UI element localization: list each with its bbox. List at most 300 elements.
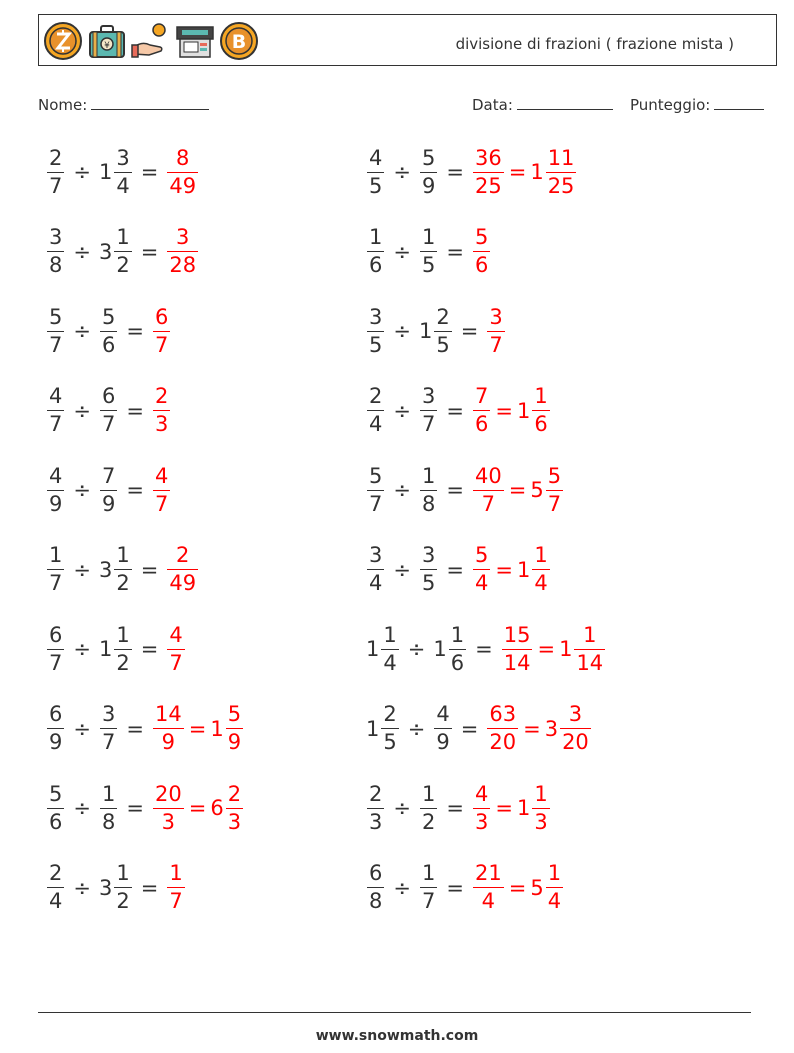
denominator: 4 xyxy=(474,571,489,595)
numerator: 5 xyxy=(101,304,116,329)
fraction xyxy=(226,704,243,753)
divide-sign: ÷ xyxy=(73,875,91,900)
denominator: 3 xyxy=(153,808,184,833)
denominator: 4 xyxy=(49,889,63,913)
answer-mixed xyxy=(517,386,551,435)
numerator: 3 xyxy=(421,543,436,567)
problem-item xyxy=(46,139,199,205)
problem-item xyxy=(46,855,186,921)
problem-item xyxy=(366,219,491,285)
fraction xyxy=(153,704,184,753)
denominator: 8 xyxy=(49,253,63,277)
denominator: 7 xyxy=(49,571,63,595)
fraction xyxy=(367,145,384,198)
fraction xyxy=(381,704,398,753)
fraction xyxy=(473,545,490,594)
whole-number: 1 xyxy=(210,716,224,741)
fraction xyxy=(502,622,533,675)
dividend xyxy=(46,622,65,675)
equals-sign: = xyxy=(446,239,464,264)
denominator: 8 xyxy=(421,491,436,516)
denominator: 14 xyxy=(576,650,604,675)
denominator: 9 xyxy=(49,730,63,754)
divisor xyxy=(419,145,438,198)
dividend xyxy=(366,304,385,357)
fraction xyxy=(487,304,504,357)
denominator: 2 xyxy=(421,809,436,834)
denominator: 8 xyxy=(369,889,383,913)
footer-divider xyxy=(38,1012,751,1013)
numerator: 5 xyxy=(547,463,562,488)
numerator: 15 xyxy=(503,622,531,647)
numerator: 6 xyxy=(49,622,63,647)
divisor xyxy=(419,863,438,912)
fraction xyxy=(434,304,451,357)
denominator: 14 xyxy=(503,650,531,675)
numerator: 1 xyxy=(383,622,397,647)
answer-mixed xyxy=(559,622,606,675)
money-suitcase-icon xyxy=(87,21,127,61)
problem-item xyxy=(46,537,199,603)
divisor xyxy=(419,386,438,435)
fraction xyxy=(47,386,64,435)
equals-sign: = xyxy=(446,160,464,184)
problem-item xyxy=(46,616,186,682)
numerator: 1 xyxy=(450,622,465,647)
answer-fraction xyxy=(152,386,171,435)
divide-sign: ÷ xyxy=(393,160,411,184)
divide-sign: ÷ xyxy=(73,557,91,582)
fraction xyxy=(574,622,605,675)
fraction xyxy=(367,863,384,912)
divisor xyxy=(99,704,118,753)
numerator: 1 xyxy=(583,622,597,647)
numerator: 5 xyxy=(227,702,242,726)
fraction xyxy=(100,781,117,834)
problem-item xyxy=(366,298,506,364)
numerator: 14 xyxy=(154,702,182,726)
divide-sign: ÷ xyxy=(393,557,411,582)
divide-sign: ÷ xyxy=(393,478,411,502)
fraction xyxy=(114,622,131,675)
dividend xyxy=(46,304,65,357)
svg-text:B: B xyxy=(231,31,247,53)
fraction xyxy=(167,145,198,198)
fraction xyxy=(532,545,549,594)
answer-fraction xyxy=(472,545,491,594)
fraction xyxy=(47,145,64,198)
denominator: 9 xyxy=(101,491,116,516)
fraction xyxy=(381,622,398,675)
numerator: 1 xyxy=(421,463,436,488)
fraction xyxy=(473,781,490,834)
whole-number: 1 xyxy=(366,716,380,741)
denominator: 2 xyxy=(116,571,130,595)
denominator: 3 xyxy=(534,809,548,834)
denominator: 7 xyxy=(169,889,183,913)
numerator: 1 xyxy=(116,622,130,647)
denominator: 25 xyxy=(547,173,575,198)
denominator: 7 xyxy=(49,332,63,357)
divide-sign: ÷ xyxy=(73,637,91,661)
fraction xyxy=(114,863,131,912)
divide-sign: ÷ xyxy=(393,796,411,820)
svg-text:¥: ¥ xyxy=(104,41,110,51)
dividend xyxy=(366,622,400,675)
problem-item xyxy=(366,616,606,682)
date-label: Data: xyxy=(472,96,513,114)
bitcoin-coin-icon xyxy=(219,21,259,61)
equals-sign: = xyxy=(460,319,479,343)
numerator: 3 xyxy=(101,702,116,726)
equals-sign: = xyxy=(126,398,144,423)
whole-number: 1 xyxy=(418,319,433,343)
equals-sign: = xyxy=(508,875,527,900)
equals-sign: = xyxy=(126,716,144,741)
numerator: 3 xyxy=(369,543,383,567)
numerator: 63 xyxy=(489,702,517,726)
denominator: 9 xyxy=(227,730,242,754)
denominator: 25 xyxy=(474,173,502,198)
equals-sign: = xyxy=(537,637,556,661)
denominator: 7 xyxy=(154,491,169,516)
whole-number: 1 xyxy=(559,637,573,661)
denominator: 7 xyxy=(49,650,63,675)
footer-url: www.snowmath.com xyxy=(315,1028,479,1044)
denominator: 7 xyxy=(169,650,183,675)
numerator: 1 xyxy=(421,225,436,249)
hand-coin-icon xyxy=(131,21,171,61)
numerator: 2 xyxy=(369,781,383,806)
problem-item xyxy=(46,775,244,841)
answer-fraction xyxy=(166,227,199,276)
equals-sign: = xyxy=(523,716,541,741)
whole-number: 1 xyxy=(433,637,447,661)
divisor xyxy=(99,227,133,276)
fraction xyxy=(420,781,437,834)
equals-sign: = xyxy=(140,239,159,264)
fraction xyxy=(114,227,131,276)
fraction xyxy=(434,704,451,753)
dividend xyxy=(366,386,385,435)
fraction xyxy=(167,545,198,594)
divide-sign: ÷ xyxy=(393,398,411,423)
denominator: 5 xyxy=(369,173,383,198)
divisor xyxy=(99,386,118,435)
numerator: 4 xyxy=(154,463,169,488)
divide-sign: ÷ xyxy=(73,160,91,184)
dividend xyxy=(46,145,65,198)
answer-mixed xyxy=(530,145,577,198)
dividend xyxy=(366,227,385,276)
fraction xyxy=(153,463,170,516)
denominator: 3 xyxy=(474,809,489,834)
equals-sign: = xyxy=(126,478,144,502)
numerator: 1 xyxy=(547,861,562,885)
equals-sign: = xyxy=(140,637,159,661)
denominator: 6 xyxy=(101,332,116,357)
divisor xyxy=(418,304,453,357)
answer-fraction xyxy=(166,622,185,675)
whole-number: 1 xyxy=(366,637,380,661)
fraction xyxy=(473,463,504,516)
numerator: 1 xyxy=(421,861,436,885)
header-icons xyxy=(43,21,259,61)
fraction xyxy=(47,545,64,594)
fraction xyxy=(473,863,504,912)
problem-item xyxy=(46,298,171,364)
fraction xyxy=(153,304,170,357)
whole-number: 6 xyxy=(210,796,224,820)
denominator: 7 xyxy=(49,412,63,436)
dividend xyxy=(366,863,385,912)
answer-fraction xyxy=(152,781,185,834)
fraction xyxy=(473,227,490,276)
equals-sign: = xyxy=(495,796,513,820)
numerator: 5 xyxy=(474,225,489,249)
numerator: 1 xyxy=(534,781,548,806)
divisor xyxy=(98,145,133,198)
equals-sign: = xyxy=(140,160,159,184)
answer-fraction xyxy=(472,463,505,516)
fraction xyxy=(420,227,437,276)
answer-fraction xyxy=(501,622,534,675)
numerator: 4 xyxy=(49,463,63,488)
equals-sign: = xyxy=(446,875,464,900)
divide-sign: ÷ xyxy=(73,796,91,820)
denominator: 4 xyxy=(534,571,548,595)
score-field xyxy=(630,95,764,114)
dividend xyxy=(366,781,385,834)
numerator: 1 xyxy=(49,543,63,567)
fraction xyxy=(100,704,117,753)
fraction xyxy=(367,386,384,435)
numerator: 6 xyxy=(101,384,116,408)
answer-fraction xyxy=(152,704,185,753)
date-blank xyxy=(517,95,613,110)
denominator: 3 xyxy=(369,809,383,834)
numerator: 1 xyxy=(534,543,548,567)
denominator: 4 xyxy=(369,412,383,436)
equals-sign: = xyxy=(475,637,493,661)
date-field xyxy=(472,95,613,114)
problem-item xyxy=(46,219,199,285)
dividend xyxy=(46,781,65,834)
fraction xyxy=(420,386,437,435)
dividend xyxy=(366,463,385,516)
numerator: 36 xyxy=(474,145,502,170)
equals-sign: = xyxy=(495,398,513,423)
equals-sign: = xyxy=(446,796,464,820)
denominator: 9 xyxy=(436,730,450,754)
numerator: 3 xyxy=(421,384,436,408)
denominator: 3 xyxy=(227,809,242,834)
whole-number: 3 xyxy=(98,875,113,900)
problem-item xyxy=(366,775,551,841)
denominator: 3 xyxy=(154,412,169,436)
fraction xyxy=(546,463,563,516)
numerator: 2 xyxy=(49,145,63,170)
numerator: 1 xyxy=(369,225,383,249)
fraction xyxy=(367,545,384,594)
name-label: Nome: xyxy=(38,96,88,114)
denominator: 7 xyxy=(369,491,383,516)
numerator: 1 xyxy=(169,861,183,885)
fraction xyxy=(473,145,504,198)
whole-number: 5 xyxy=(530,478,544,502)
divisor xyxy=(99,781,118,834)
numerator: 2 xyxy=(176,543,190,567)
zcash-coin-icon xyxy=(43,21,83,61)
dividend xyxy=(46,463,65,516)
numerator: 7 xyxy=(474,384,489,408)
whole-number: 3 xyxy=(98,557,113,582)
numerator: 3 xyxy=(176,225,190,249)
problem-item xyxy=(366,139,577,205)
denominator: 6 xyxy=(534,412,548,436)
equals-sign: = xyxy=(126,796,144,820)
divide-sign: ÷ xyxy=(393,239,411,264)
denominator: 5 xyxy=(369,332,383,357)
denominator: 4 xyxy=(116,173,130,198)
fraction xyxy=(100,304,117,357)
numerator: 2 xyxy=(49,861,63,885)
name-field xyxy=(38,95,209,114)
answer-fraction xyxy=(472,863,505,912)
answer-mixed xyxy=(530,863,564,912)
divisor xyxy=(99,304,118,357)
denominator: 4 xyxy=(369,571,383,595)
denominator: 7 xyxy=(489,332,503,357)
fraction xyxy=(546,863,563,912)
fraction xyxy=(153,781,184,834)
numerator: 11 xyxy=(547,145,575,170)
whole-number: 1 xyxy=(516,398,531,423)
whole-number: 3 xyxy=(98,239,113,264)
fraction xyxy=(367,304,384,357)
fraction xyxy=(100,463,117,516)
numerator: 3 xyxy=(49,225,63,249)
denominator: 6 xyxy=(49,809,63,834)
numerator: 20 xyxy=(154,781,182,806)
score-label: Punteggio: xyxy=(630,96,711,114)
numerator: 3 xyxy=(116,145,130,170)
whole-number: 1 xyxy=(516,557,531,582)
divide-sign: ÷ xyxy=(73,398,91,423)
fraction xyxy=(47,463,64,516)
numerator: 1 xyxy=(534,384,548,408)
numerator: 2 xyxy=(436,304,450,329)
answer-fraction xyxy=(166,863,185,912)
denominator: 7 xyxy=(547,491,562,516)
fraction xyxy=(560,704,591,753)
equals-sign: = xyxy=(446,478,464,502)
numerator: 2 xyxy=(369,384,383,408)
numerator: 21 xyxy=(474,861,502,885)
divisor xyxy=(419,545,438,594)
numerator: 5 xyxy=(49,304,63,329)
fraction xyxy=(47,304,64,357)
denominator: 49 xyxy=(169,173,197,198)
divisor xyxy=(98,622,133,675)
denominator: 5 xyxy=(383,730,397,754)
fraction xyxy=(167,227,198,276)
divisor xyxy=(433,622,467,675)
equals-sign: = xyxy=(508,478,527,502)
denominator: 5 xyxy=(436,332,450,357)
fraction xyxy=(100,386,117,435)
divide-sign: ÷ xyxy=(73,319,91,343)
divisor xyxy=(419,227,438,276)
numerator: 7 xyxy=(101,463,116,488)
answer-mixed xyxy=(516,781,551,834)
divide-sign: ÷ xyxy=(407,716,426,741)
denominator: 5 xyxy=(421,253,436,277)
fraction xyxy=(532,781,549,834)
fraction xyxy=(420,463,437,516)
problem-item xyxy=(366,696,592,762)
fraction xyxy=(114,545,131,594)
fraction xyxy=(226,781,243,834)
denominator: 9 xyxy=(153,728,184,753)
whole-number: 1 xyxy=(98,160,113,184)
equals-sign: = xyxy=(495,557,513,582)
denominator: 9 xyxy=(421,173,436,198)
divisor xyxy=(419,781,438,834)
denominator: 4 xyxy=(383,650,397,675)
equals-sign: = xyxy=(126,319,144,343)
problem-item xyxy=(366,855,564,921)
denominator: 4 xyxy=(473,887,504,912)
denominator: 7 xyxy=(101,412,116,436)
fraction xyxy=(47,704,64,753)
numerator: 4 xyxy=(169,622,183,647)
divide-sign: ÷ xyxy=(73,716,91,741)
denominator: 7 xyxy=(49,173,63,198)
problem-item xyxy=(366,537,551,603)
fraction xyxy=(367,463,384,516)
worksheet-title: divisione di frazioni ( frazione mista ) xyxy=(455,35,734,53)
numerator: 5 xyxy=(369,463,383,488)
fraction xyxy=(420,863,437,912)
divide-sign: ÷ xyxy=(407,637,426,661)
whole-number: 3 xyxy=(544,716,559,741)
fraction xyxy=(167,863,184,912)
answer-fraction xyxy=(152,463,171,516)
worksheet-header xyxy=(38,14,777,66)
denominator: 6 xyxy=(474,412,489,436)
numerator: 1 xyxy=(116,543,130,567)
problem-item xyxy=(366,457,564,523)
problem-item xyxy=(46,457,171,523)
problem-item xyxy=(46,378,171,444)
equals-sign: = xyxy=(446,398,464,423)
dividend xyxy=(46,227,65,276)
whole-number: 5 xyxy=(530,875,544,900)
whole-number: 1 xyxy=(516,796,531,820)
answer-fraction xyxy=(166,545,199,594)
denominator: 9 xyxy=(49,491,63,516)
equals-sign: = xyxy=(188,716,207,741)
equals-sign: = xyxy=(140,557,159,582)
dividend xyxy=(366,145,385,198)
numerator: 1 xyxy=(421,781,436,806)
answer-mixed xyxy=(210,781,244,834)
denominator: 49 xyxy=(169,571,197,595)
fraction xyxy=(420,545,437,594)
fraction xyxy=(47,227,64,276)
numerator: 6 xyxy=(154,304,169,329)
